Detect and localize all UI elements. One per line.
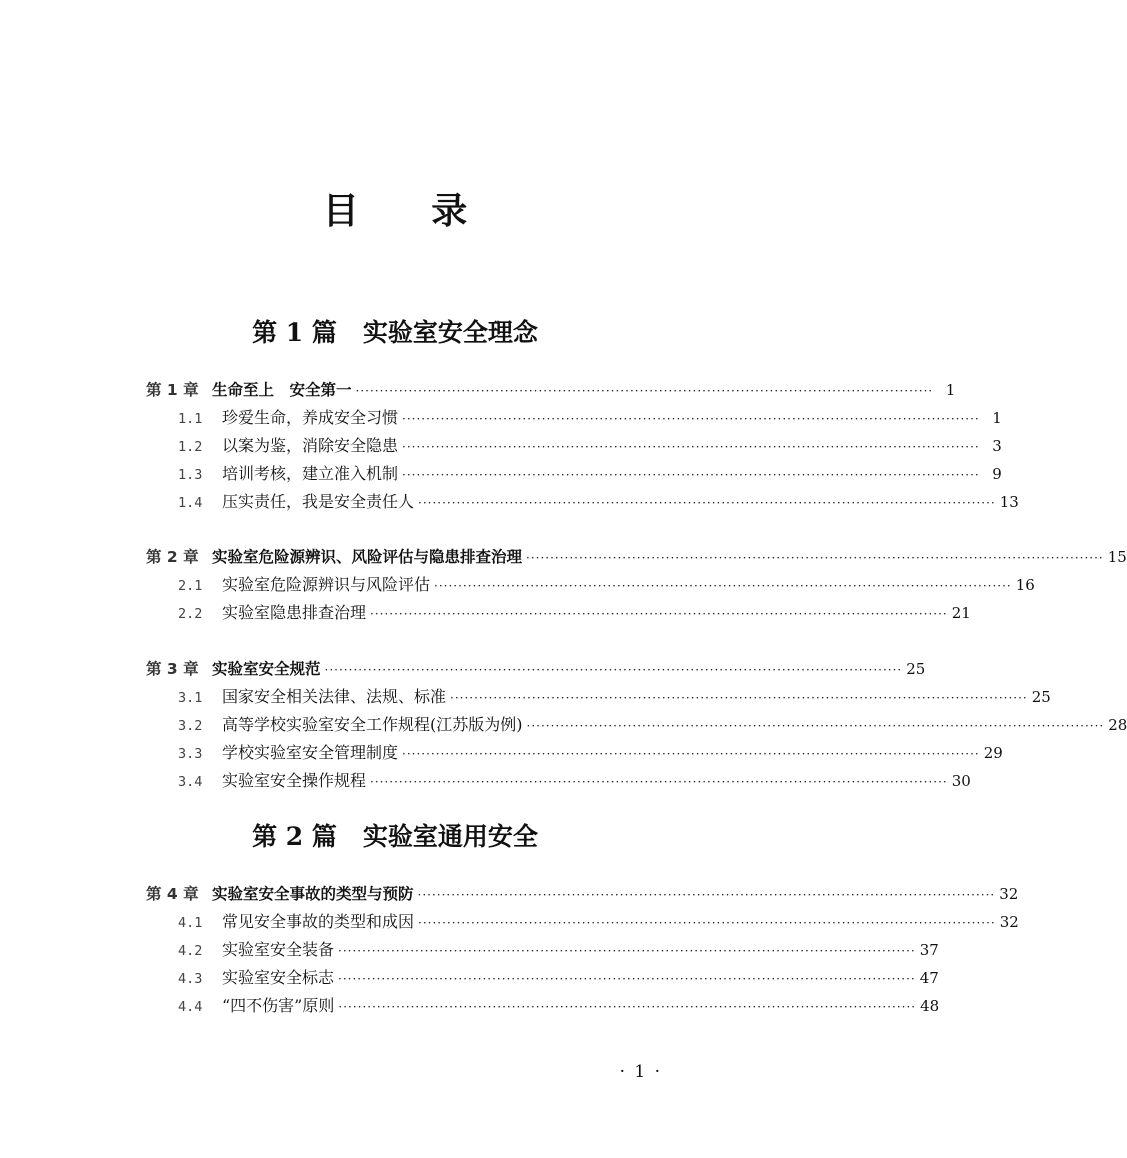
- part-number: 第 1 篇: [252, 318, 337, 347]
- toc-chapter-4[interactable]: [146, 880, 1019, 908]
- toc-section-3-1[interactable]: [178, 683, 1051, 711]
- section-title: 国家安全相关法律、法规、标准: [222, 687, 447, 706]
- dot-leader: ························································································································: [434, 579, 1012, 593]
- section-number: 3.1: [178, 690, 203, 706]
- toc-section-1-4[interactable]: [178, 488, 1019, 516]
- dot-leader: ························································································································: [402, 440, 980, 454]
- dot-leader: ························································································································: [526, 551, 1104, 565]
- toc-section-4-4[interactable]: [178, 992, 940, 1020]
- toc-section-3-2[interactable]: [178, 711, 1127, 739]
- page-number: 30: [951, 772, 971, 790]
- folio-page-number: · 1 ·: [619, 1062, 662, 1082]
- section-title: 学校实验室安全管理制度: [222, 743, 399, 762]
- toc-section-3-4[interactable]: [178, 767, 971, 795]
- page-number: 13: [999, 493, 1019, 511]
- chapter-number: 第 2 章: [146, 548, 199, 566]
- section-number: 2.1: [178, 578, 203, 594]
- dot-leader: ························································································································: [418, 496, 996, 510]
- page-number: 21: [951, 604, 971, 622]
- dot-leader: ························································································································: [526, 719, 1105, 733]
- page-number: 9: [992, 465, 1002, 483]
- dot-leader: ························································································································: [370, 607, 948, 621]
- toc-section-1-3[interactable]: [178, 460, 1002, 488]
- page-number: 32: [999, 885, 1019, 903]
- page-title: 目 录: [322, 191, 498, 232]
- section-title: 实验室隐患排查治理: [222, 603, 367, 622]
- dot-leader: ························································································································: [355, 384, 934, 398]
- section-title: “四不伤害”原则: [222, 996, 335, 1015]
- section-number: 3.3: [178, 746, 203, 762]
- page-number: 3: [992, 437, 1002, 455]
- toc-section-3-3[interactable]: [178, 739, 1003, 767]
- toc-chapter-3[interactable]: [146, 655, 926, 683]
- section-number: 2.2: [178, 606, 203, 622]
- part-title: 实验室通用安全: [362, 822, 538, 851]
- page-number: 32: [999, 913, 1019, 931]
- page-number: 37: [919, 941, 939, 959]
- part-number: 第 2 篇: [252, 822, 337, 851]
- page-number: 48: [920, 997, 940, 1015]
- section-number: 4.1: [178, 915, 203, 931]
- section-title: 珍爱生命，养成安全习惯: [222, 408, 399, 427]
- dot-leader: ························································································································: [450, 691, 1028, 705]
- toc-section-1-1[interactable]: [178, 404, 1002, 432]
- dot-leader: ························································································································: [338, 972, 916, 986]
- dot-leader: ························································································································: [338, 944, 916, 958]
- toc-section-1-2[interactable]: [178, 432, 1002, 460]
- page-number: 25: [1031, 688, 1051, 706]
- section-number: 4.4: [178, 999, 203, 1015]
- toc-section-4-3[interactable]: [178, 964, 939, 992]
- chapter-number: 第 1 章: [146, 381, 199, 399]
- chapter-title: 生命至上 安全第一: [212, 381, 352, 399]
- section-title: 常见安全事故的类型和成因: [222, 912, 415, 931]
- section-title: 压实责任，我是安全责任人: [222, 492, 415, 511]
- section-number: 3.2: [178, 718, 203, 734]
- page-number: 16: [1015, 576, 1035, 594]
- section-number: 3.4: [178, 774, 203, 790]
- dot-leader: ························································································································: [402, 747, 980, 761]
- section-number: 1.1: [178, 411, 203, 427]
- toc-chapter-2[interactable]: [146, 543, 1127, 571]
- chapter-number: 第 3 章: [146, 660, 199, 678]
- page-number: 25: [906, 660, 926, 678]
- toc-section-4-1[interactable]: [178, 908, 1019, 936]
- toc-section-2-2[interactable]: [178, 599, 971, 627]
- chapter-number: 第 4 章: [146, 885, 199, 903]
- section-number: 1.4: [178, 495, 203, 511]
- section-title: 以案为鉴，消除安全隐患: [222, 436, 399, 455]
- page-number: 1: [992, 409, 1002, 427]
- part-heading-2: [0, 820, 790, 854]
- section-title: 实验室安全操作规程: [222, 771, 367, 790]
- toc-chapter-1[interactable]: [146, 376, 956, 404]
- section-title: 实验室安全装备: [222, 940, 335, 959]
- page-number: 15: [1107, 548, 1127, 566]
- page-number: 47: [919, 969, 939, 987]
- section-title: 高等学校实验室安全工作规程(江苏版为例): [222, 715, 523, 734]
- toc-section-2-1[interactable]: [178, 571, 1035, 599]
- dot-leader: ························································································································: [402, 412, 980, 426]
- dot-leader: ························································································································: [417, 888, 996, 902]
- chapter-title: 实验室危险源辨识、风险评估与隐患排查治理: [212, 548, 523, 566]
- dot-leader: ························································································································: [402, 468, 980, 482]
- dot-leader: ························································································································: [338, 1000, 917, 1014]
- chapter-title: 实验室安全事故的类型与预防: [212, 885, 414, 903]
- part-heading-1: [0, 316, 790, 350]
- dot-leader: ························································································································: [324, 663, 903, 677]
- section-title: 实验室危险源辨识与风险评估: [222, 575, 431, 594]
- toc-section-4-2[interactable]: [178, 936, 939, 964]
- section-title: 培训考核，建立准入机制: [222, 464, 399, 483]
- section-title: 实验室安全标志: [222, 968, 335, 987]
- page-number: 1: [945, 381, 956, 399]
- dot-leader: ························································································································: [418, 916, 996, 930]
- section-number: 4.3: [178, 971, 203, 987]
- page-number: 29: [983, 744, 1003, 762]
- section-number: 4.2: [178, 943, 203, 959]
- section-number: 1.3: [178, 467, 203, 483]
- dot-leader: ························································································································: [370, 775, 948, 789]
- part-title: 实验室安全理念: [362, 318, 538, 347]
- section-number: 1.2: [178, 439, 203, 455]
- chapter-title: 实验室安全规范: [212, 660, 321, 678]
- page-number: 28: [1108, 716, 1127, 734]
